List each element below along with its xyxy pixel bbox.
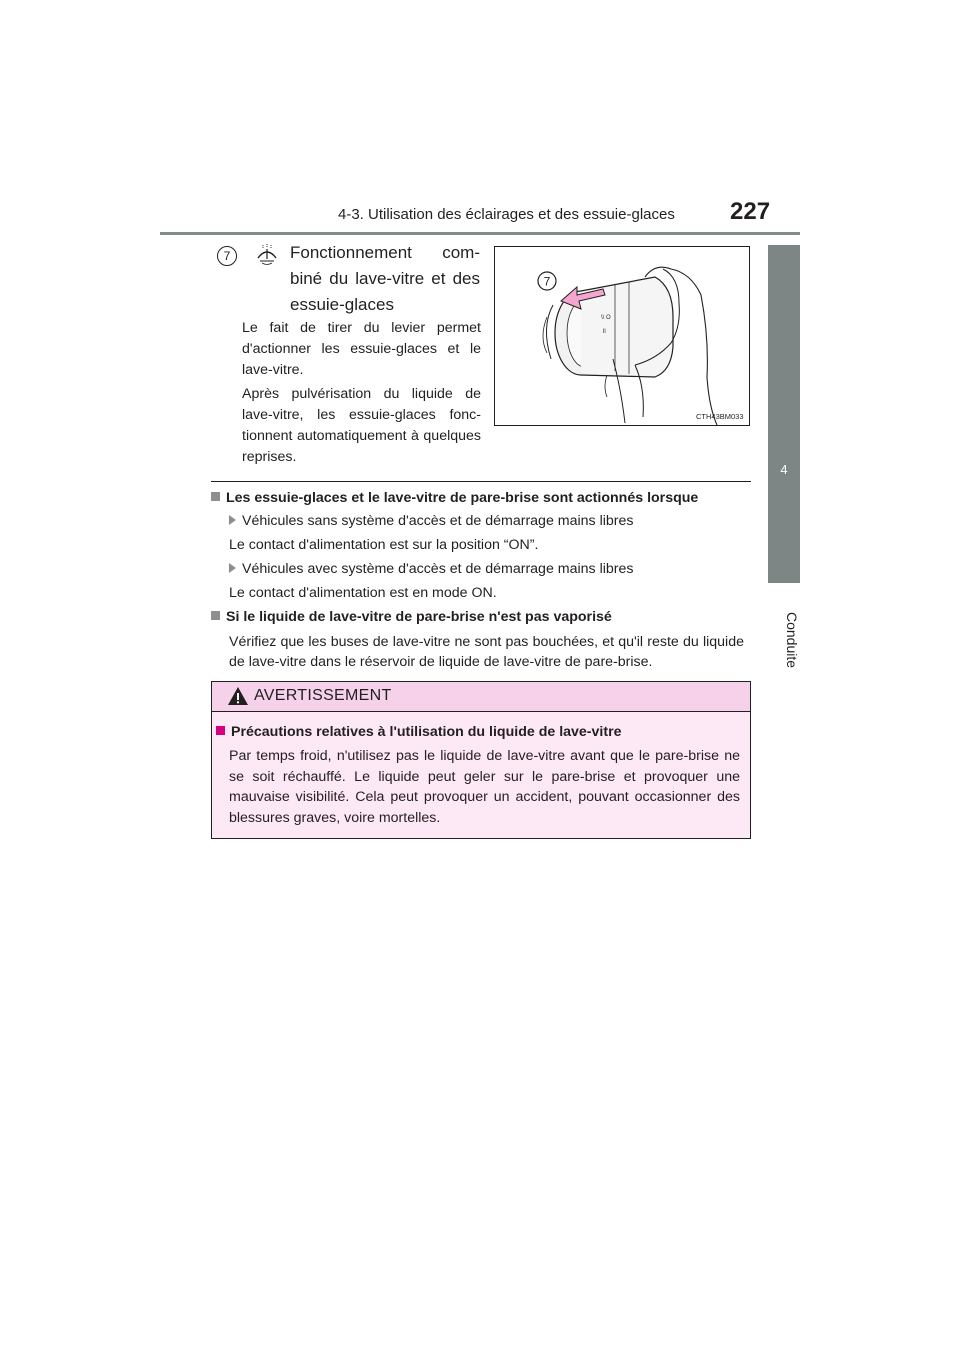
- warning-title: AVERTISSEMENT: [254, 687, 392, 704]
- chapter-label: Conduite: [784, 611, 800, 669]
- item-paragraph-1: Le fait de tirer du levier permet d'actionner les essuie-glaces et le lave-vitre.: [242, 320, 481, 378]
- triangle-bullet-icon: [229, 563, 236, 573]
- note-case-2: Véhicules avec système d'accès et de démarrage mains libres: [229, 561, 633, 577]
- note-case-1: Véhicules sans système d'accès et de démarrage mains libres: [229, 513, 633, 529]
- chapter-tab: [768, 245, 800, 583]
- header-rule: [160, 232, 800, 235]
- item-number: 7: [217, 246, 237, 266]
- figure-code: CTH43BM033: [696, 412, 744, 421]
- callout-number: 7: [543, 274, 551, 289]
- svg-text:ll: ll: [603, 329, 606, 335]
- square-bullet-icon: [211, 492, 220, 501]
- note-heading-2: Si le liquide de lave-vitre de pare-brise n'est pas vaporisé: [211, 609, 612, 625]
- section-title: 4-3. Utilisation des éclairages et des essuie-glaces: [338, 206, 675, 223]
- square-bullet-icon: [211, 611, 220, 620]
- lever-drawing: [495, 247, 749, 425]
- lever-illustration: [494, 246, 750, 426]
- triangle-bullet-icon: [229, 515, 236, 525]
- item-paragraph-2: Après pulvérisation du liquide de lave-vitre, les essuie-glaces fonc-tionnent automatiquement à quelques reprises.: [242, 386, 481, 465]
- svg-text:\\ O: \\ O: [601, 315, 611, 321]
- square-bullet-icon: [216, 726, 225, 735]
- item-title: Fonctionnement com-biné du lave-vitre et des essuie-glaces: [290, 243, 480, 314]
- note-paragraph-2: Vérifiez que les buses de lave-vitre ne sont pas bouchées, et qu'il reste du liquide de lave-vitre dans le réservoir de liquide de lave-vitre de pare-brise.: [229, 634, 744, 670]
- warning-paragraph: Par temps froid, n'utilisez pas le liquide de lave-vitre avant que le pare-brise ne se soit réchauffé. Le liquide peut geler sur le pare-brise et provoquer une mauvaise visibilité. Cela peut provoquer un accident, pouvant occasionner des blessures graves, voire mortelles.: [229, 748, 740, 826]
- note-case-2-text: Le contact d'alimentation est en mode ON.: [229, 585, 497, 601]
- note-case-1-text: Le contact d'alimentation est sur la position “ON”.: [229, 537, 539, 553]
- warning-heading: Précautions relatives à l'utilisation du liquide de lave-vitre: [216, 724, 622, 740]
- washer-wiper-icon: [256, 243, 278, 267]
- page-number: 227: [730, 198, 771, 225]
- chapter-number: 4: [780, 462, 788, 477]
- note-heading-1: Les essuie-glaces et le lave-vitre de pare-brise sont actionnés lorsque: [211, 490, 698, 506]
- warning-triangle-icon: [227, 686, 249, 706]
- section-divider: [211, 481, 751, 482]
